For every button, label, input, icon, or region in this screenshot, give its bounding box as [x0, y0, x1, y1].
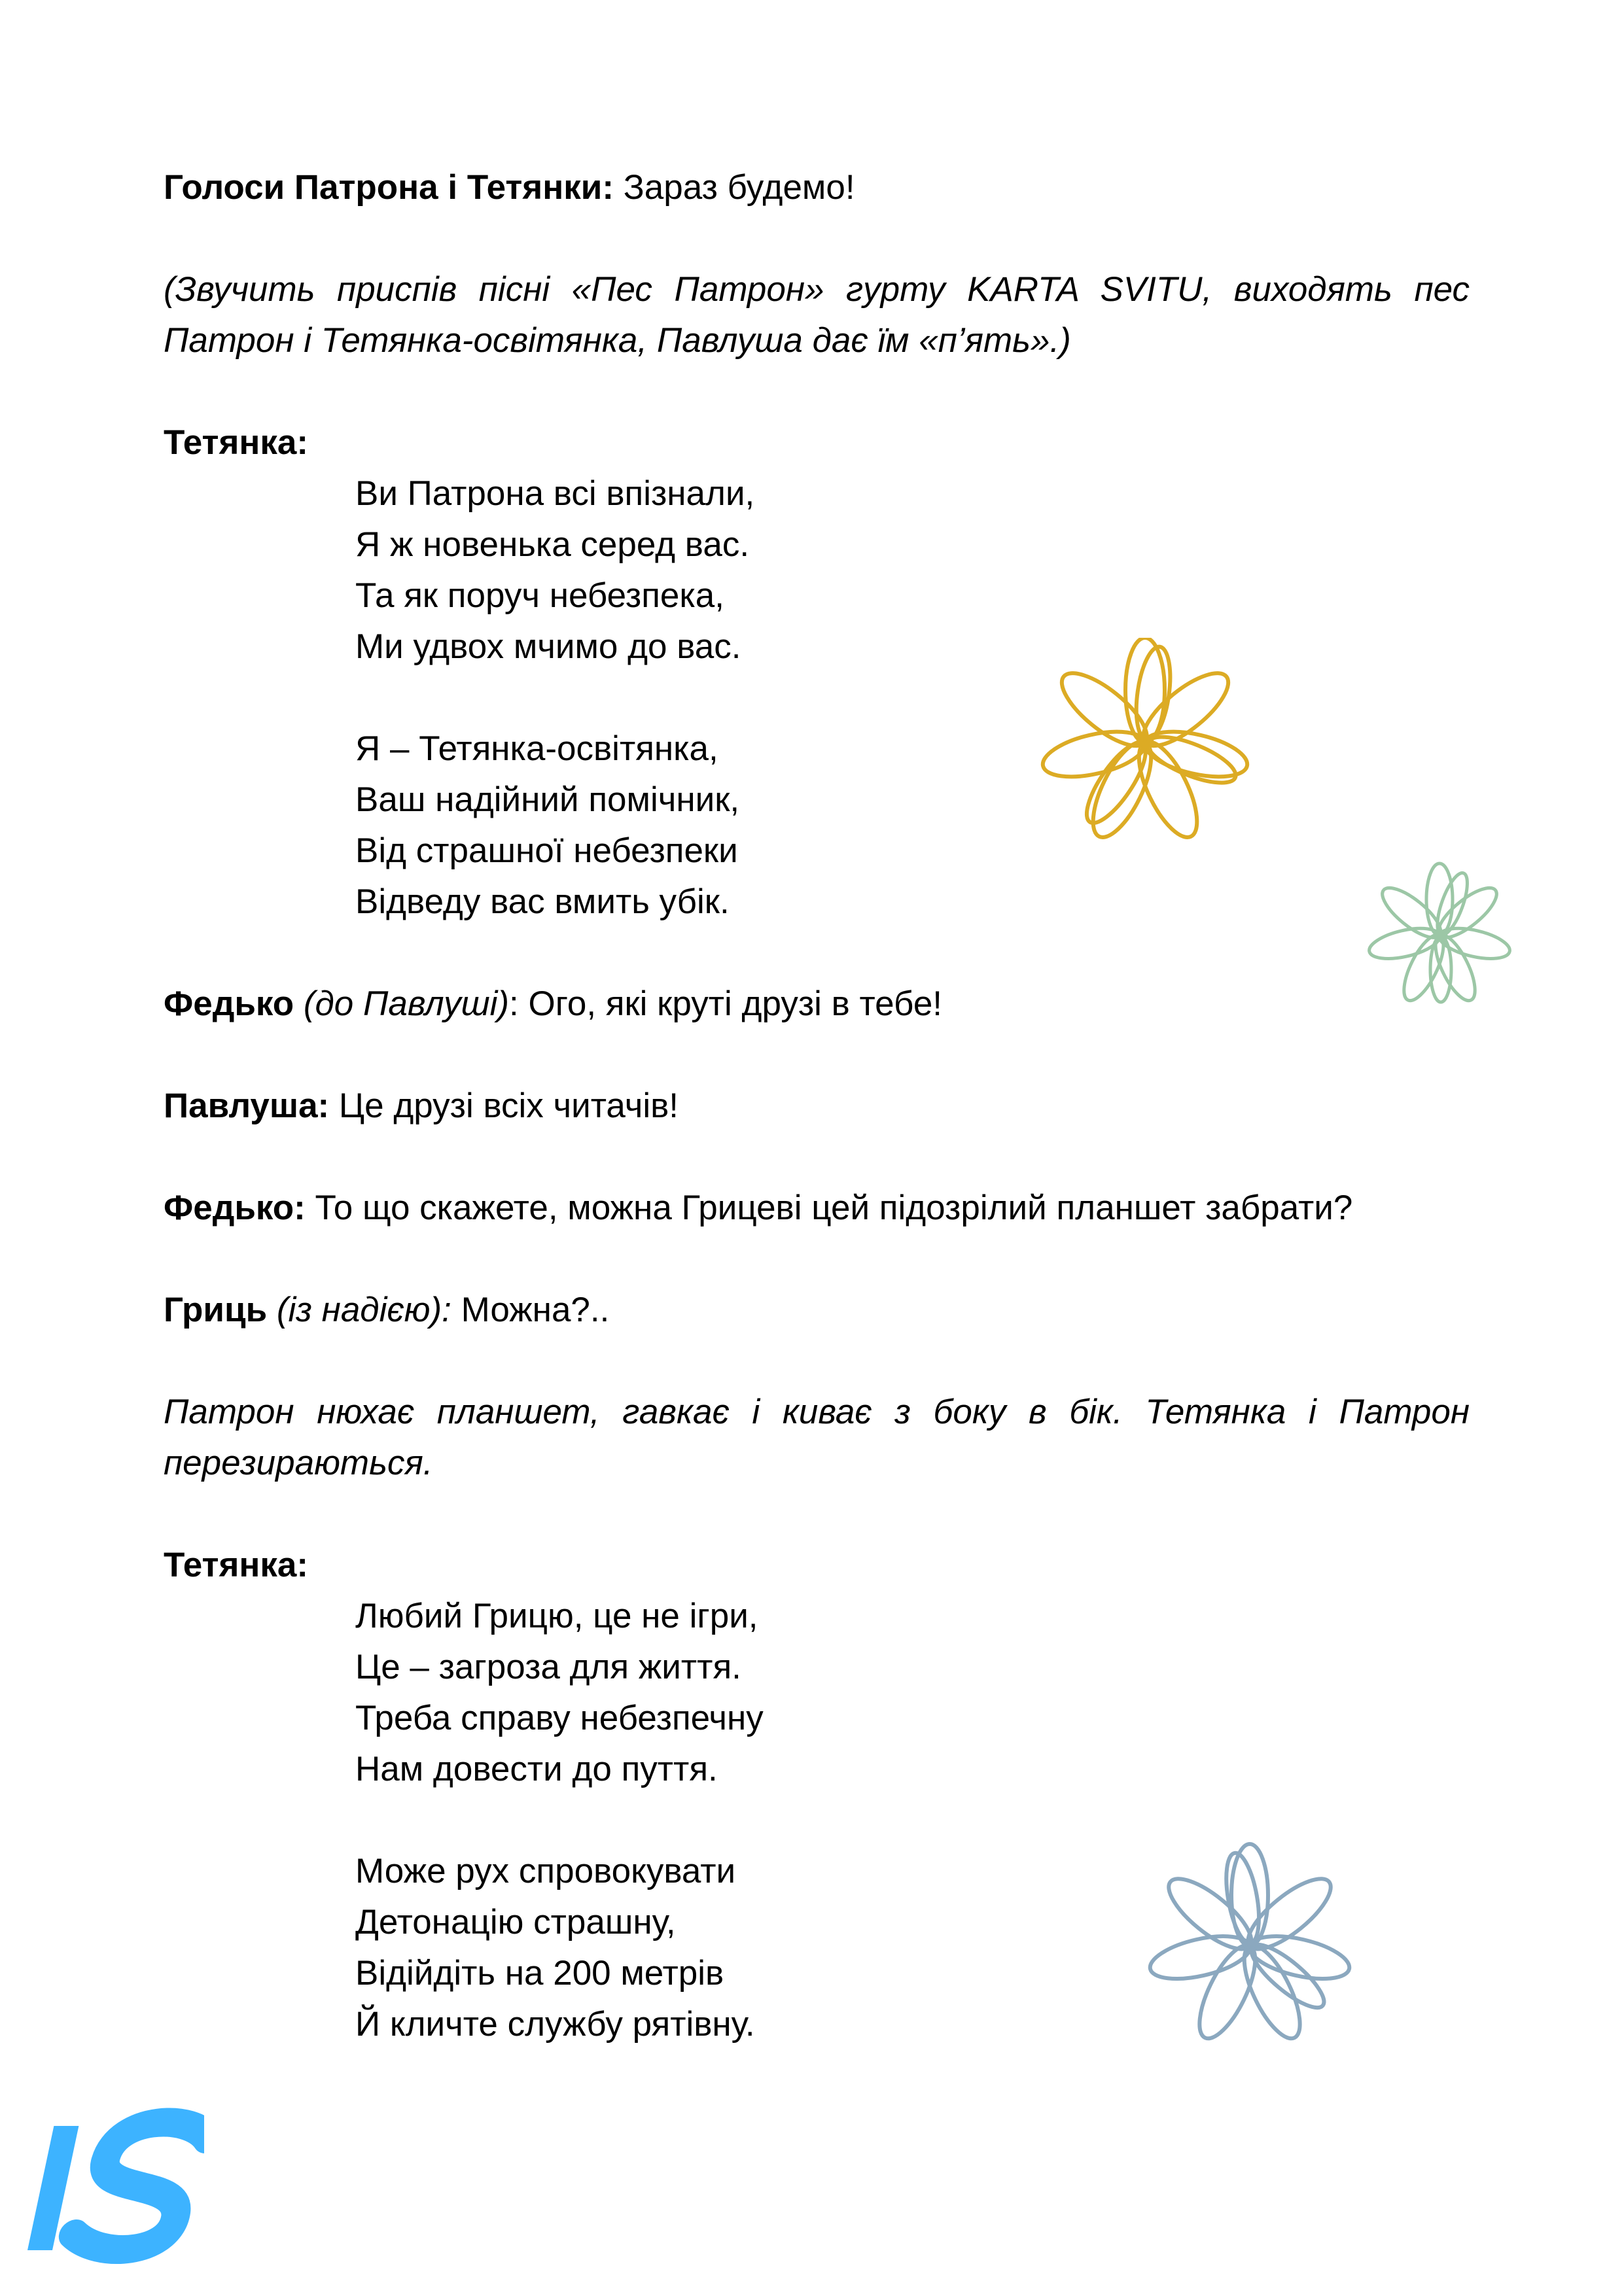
verse-line: Може рух спровокувати	[355, 1852, 736, 1890]
speaker-name: Голоси Патрона і Тетянки:	[164, 168, 614, 207]
verse-line: Це – загроза для життя.	[355, 1648, 741, 1686]
verse-line: Я ж новенька серед вас.	[355, 525, 750, 564]
dialogue-line: Зараз будемо!	[614, 168, 855, 207]
verse-line: Я – Тетянка-освітянка,	[355, 729, 718, 768]
dialogue-tetianka	[164, 1540, 1470, 1591]
verse-line: Треба справу небезпечну	[355, 1699, 764, 1737]
verse-line: Ви Патрона всі впізнали,	[355, 474, 755, 513]
dialogue-line: : Ого, які круті друзі в тебе!	[509, 984, 943, 1023]
dialogue-fedko	[164, 979, 1470, 1030]
verse-stanza	[164, 723, 1470, 928]
verse-line: Та як поруч небезпека,	[355, 576, 724, 615]
remark: (із надією):	[267, 1291, 451, 1329]
dialogue-fedko	[164, 1183, 1470, 1234]
verse-stanza	[164, 1591, 1470, 1795]
flower-gold-icon	[1034, 638, 1256, 847]
verse-line: Любий Грицю, це не ігри,	[355, 1597, 758, 1635]
verse-line: Відведу вас вмить убік.	[355, 882, 730, 921]
verse-line: Від страшної небезпеки	[355, 831, 738, 870]
speaker-name: Федько	[164, 984, 294, 1023]
stage-direction: Патрон нюхає планшет, гавкає і киває з боку в бік. Тетянка і Патрон перезираються.	[164, 1393, 1470, 1482]
speaker-name: Павлуша:	[164, 1087, 330, 1125]
speaker-name: Тетянка:	[164, 423, 309, 462]
flower-green-icon	[1361, 857, 1518, 1014]
brand-logo	[8, 2100, 204, 2283]
verse-line: Відійдіть на 200 метрів	[355, 1954, 724, 1992]
flower-blue-icon	[1142, 1838, 1358, 2054]
verse-line: Ми удвох мчимо до вас.	[355, 627, 741, 666]
speaker-name: Гриць	[164, 1291, 268, 1329]
dialogue-line: Можна?..	[451, 1291, 610, 1329]
dialogue-voices	[164, 162, 1470, 213]
verse-line: Й кличте службу рятівну.	[355, 2005, 755, 2044]
speaker-name: Федько:	[164, 1189, 306, 1227]
dialogue-line: Це друзі всіх читачів!	[329, 1087, 679, 1125]
script-text	[164, 162, 1470, 2050]
verse-line: Нам довести до пуття.	[355, 1750, 718, 1788]
verse-line: Детонацію страшну,	[355, 1903, 676, 1941]
stage-direction: (Звучить приспів пісні «Пес Патрон» гурту KARTA SVITU, виходять пес Патрон і Тетянка-освітянка, Павлуша дає їм «п’ять».)	[164, 270, 1470, 360]
dialogue-pavlusha	[164, 1081, 1470, 1132]
dialogue-hryts	[164, 1285, 1470, 1336]
remark: (до Павлуші)	[294, 984, 510, 1023]
verse-line: Ваш надійний помічник,	[355, 780, 740, 819]
dialogue-tetianka	[164, 417, 1470, 468]
verse-stanza	[164, 468, 1470, 672]
speaker-name: Тетянка:	[164, 1546, 309, 1584]
dialogue-line: То що скажете, можна Грицеві цей підозрілий планшет забрати?	[305, 1189, 1353, 1227]
